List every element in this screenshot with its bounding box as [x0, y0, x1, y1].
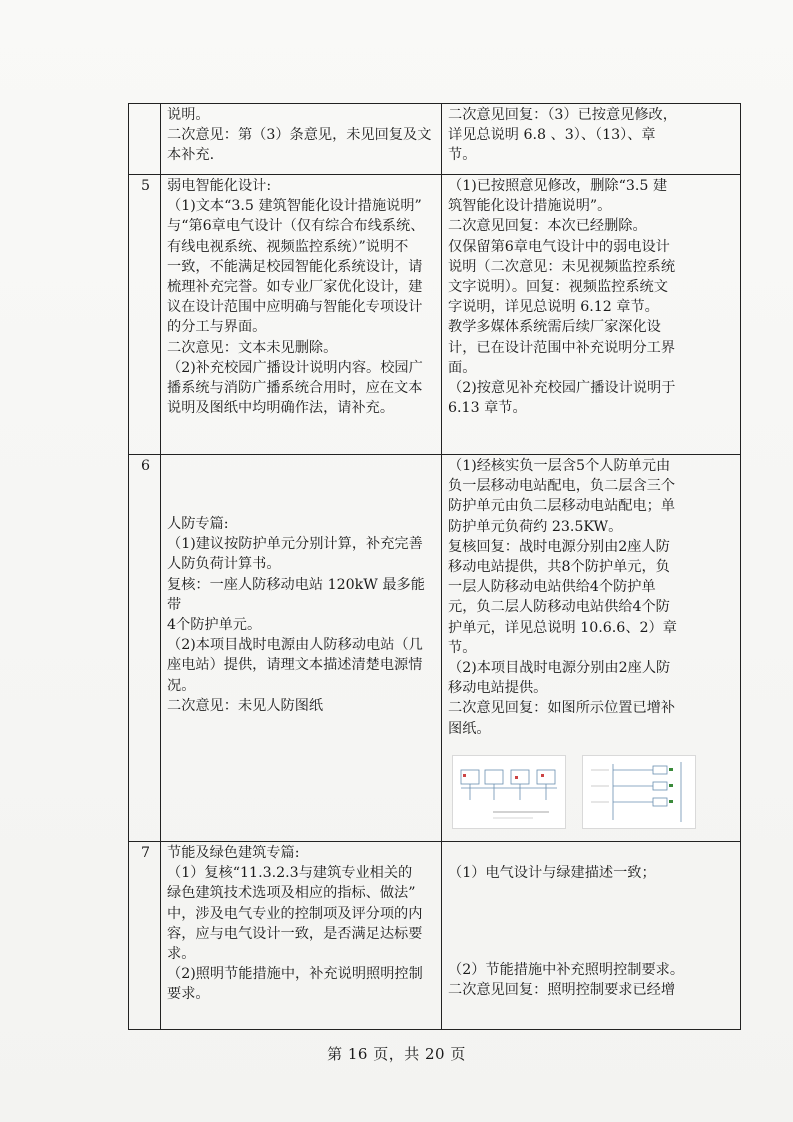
opinion-cell — [161, 842, 442, 1030]
opinion-line: 二次意见：第（3）条意见，未见回复及文 — [167, 127, 432, 144]
opinion-line: 容，应与电气设计一致，是否满足达标要 — [167, 925, 423, 942]
drawing-thumbnail — [582, 755, 696, 829]
response-line: 面。 — [448, 359, 477, 376]
opinion-line: 4个防护单元。 — [167, 617, 262, 634]
opinion-line: 梳理补充完誉。如专业厂家优化设计，建 — [167, 279, 423, 296]
response-cell — [442, 104, 741, 175]
table-row — [129, 104, 741, 175]
table-row — [129, 455, 741, 842]
opinion-line: （2)本项目战时电源由人防移动电站（几 — [167, 637, 423, 654]
response-line: 防护单元负荷约 23.5KW。 — [448, 518, 623, 535]
opinion-line: 求。 — [167, 946, 196, 963]
response-line: （2）节能措施中补充照明控制要求。 — [448, 962, 685, 979]
opinion-line: 中，涉及电气专业的控制项及评分项的内 — [167, 905, 423, 922]
opinion-line: （2)补充校园广播设计说明内容。校园广 — [167, 359, 423, 376]
opinion-line: 说明及图纸中均明确作法，请补充。 — [167, 400, 395, 417]
opinion-line: 说明。 — [167, 107, 210, 123]
opinion-line: 弱电智能化设计: — [167, 178, 272, 194]
response-line: 移动电站提供，共8个防护单元，负 — [448, 559, 670, 576]
response-line: 二次意见回复：（3）已按意见修改， — [448, 107, 677, 123]
page-footer: 第 16 页，共 20 页 — [327, 1045, 466, 1063]
opinion-line: 节能及绿色建筑专篇: — [167, 845, 300, 861]
opinion-line: 人防负荷计算书。 — [167, 556, 281, 573]
response-line: 元，负二层人防移动电站供给4个防 — [448, 599, 670, 616]
response-line: 二次意见回复：如图所示位置已增补 — [448, 700, 676, 717]
response-line: 节。 — [448, 147, 477, 164]
response-line: 二次意见回复：照明控制要求已经增 — [448, 982, 676, 999]
response-cell — [442, 842, 741, 1030]
opinion-line: 的分工与界面。 — [167, 319, 267, 336]
row-number: 5 — [129, 175, 161, 455]
opinion-line: 二次意见：文本未见删除。 — [167, 339, 338, 356]
response-cell — [442, 455, 741, 842]
response-line: 护单元，详见总说明 10.6.6、2）章 — [448, 619, 677, 636]
response-cell — [442, 175, 741, 455]
response-line: 复核回复：战时电源分别由2座人防 — [448, 538, 670, 555]
opinion-line: （2)照明节能措施中，补充说明照明控制 — [167, 966, 423, 983]
response-line: （2)按意见补充校园广播设计说明于 — [448, 380, 676, 397]
response-line: 字说明，详见总说明 6.12 章节。 — [448, 299, 659, 316]
opinion-line: 二次意见：未见人防图纸 — [167, 697, 324, 714]
response-line: （1）电气设计与绿建描述一致； — [448, 865, 656, 881]
review-table — [128, 103, 741, 1030]
opinion-line: （1)建议按防护单元分别计算，补充完善 — [167, 536, 423, 553]
drawing-thumbnail — [452, 755, 566, 829]
response-line: 图纸。 — [448, 720, 491, 737]
response-line: 移动电站提供。 — [448, 680, 548, 697]
response-line: 文字说明）。回复：视频监控系统文 — [448, 279, 668, 296]
row-number: 6 — [129, 455, 161, 842]
opinion-line: 复核：一座人防移动电站 120kW 最多能带 — [167, 576, 425, 613]
response-line: （2)本项目战时电源分别由2座人防 — [448, 660, 671, 677]
response-line: 二次意见回复：本次已经删除。 — [448, 218, 647, 235]
opinion-line: （1)文本“3.5 建筑智能化设计措施说明” — [167, 198, 422, 215]
opinion-line: 人防专篇: — [167, 516, 229, 532]
drawing-thumbnails — [448, 739, 736, 837]
opinion-line: （1）复核“11.3.2.3与建筑专业相关的 — [167, 865, 413, 882]
table-row — [129, 175, 741, 455]
row-number: 7 — [129, 842, 161, 1030]
opinion-line: 播系统与消防广播系统合用时，应在文本 — [167, 380, 423, 397]
response-line: 一层人防移动电站供给4个防护单 — [448, 579, 656, 596]
response-line: 6.13 章节。 — [448, 400, 527, 417]
response-line: 详见总说明 6.8 、3）、（13）、章 — [448, 127, 656, 144]
opinion-line: 要求。 — [167, 986, 210, 1003]
opinion-line: 绿色建筑技术选项及相应的指标、做法” — [167, 885, 416, 902]
response-line: 计，已在设计范围中补充说明分工界 — [448, 339, 676, 356]
opinion-cell — [161, 455, 442, 842]
opinion-cell — [161, 175, 442, 455]
row-number — [129, 104, 161, 175]
response-line: 负一层移动电站配电，负二层含三个 — [448, 478, 676, 495]
opinion-line: 况。 — [167, 677, 196, 694]
response-line: 筑智能化设计措施说明”。 — [448, 198, 612, 215]
response-line: 说明（二次意见：未见视频监控系统 — [448, 258, 676, 275]
opinion-line: 议在设计范围中应明确与智能化专项设计 — [167, 299, 423, 316]
response-line: （1)已按照意见修改，删除“3.5 建 — [448, 178, 668, 194]
opinion-cell — [161, 104, 442, 175]
opinion-line: 本补充. — [167, 147, 215, 164]
response-line: 教学多媒体系统需后续厂家深化设 — [448, 319, 661, 336]
opinion-line: 有线电视系统、视频监控系统）”说明不 — [167, 238, 409, 255]
response-line: 节。 — [448, 639, 477, 656]
response-line: 防护单元由负二层移动电站配电；单 — [448, 498, 676, 515]
response-line: 仅保留第6章电气设计中的弱电设计 — [448, 238, 670, 255]
opinion-line: 一致，不能满足校园智能化系统设计，请 — [167, 258, 423, 275]
opinion-line: 座电站）提供，请理文本描述清楚电源情 — [167, 657, 423, 674]
opinion-line: 与“第6章电气设计（仅有综合布线系统、 — [167, 218, 425, 235]
table-row — [129, 842, 741, 1030]
response-line: （1)经核实负一层含5个人防单元由 — [448, 458, 671, 474]
